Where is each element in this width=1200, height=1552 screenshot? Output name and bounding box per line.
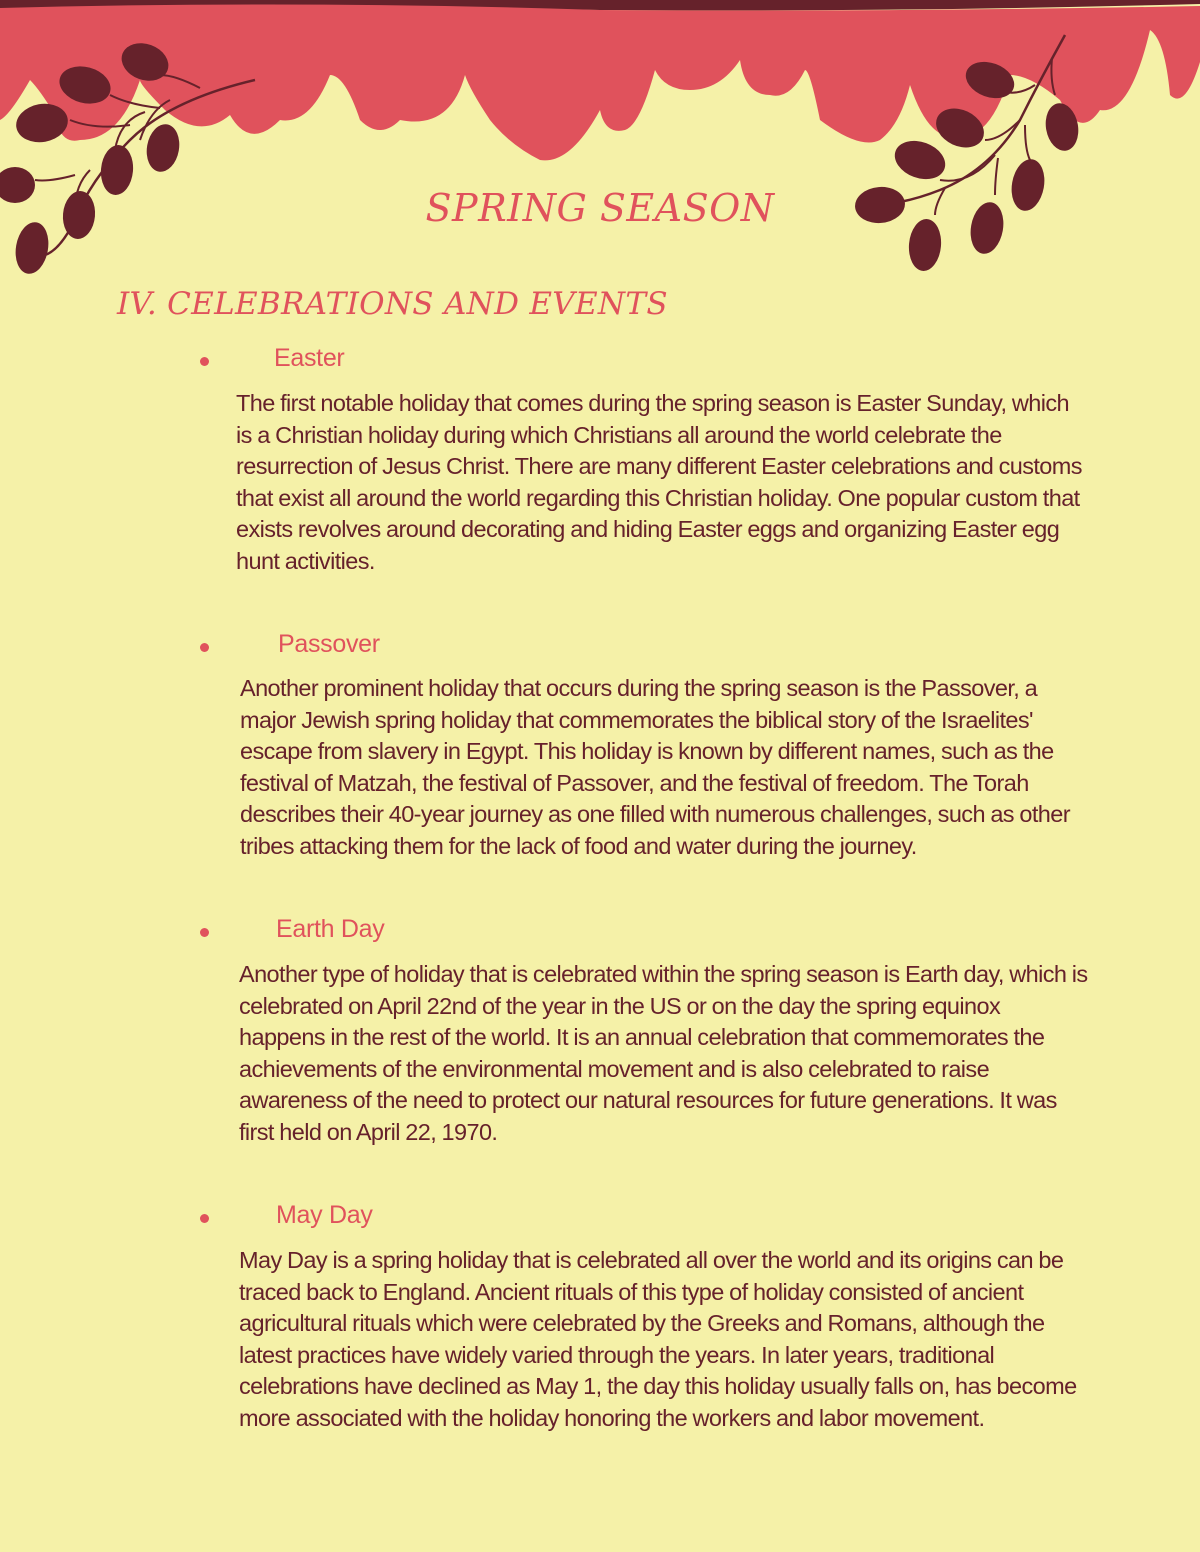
bullet-icon [200,1214,209,1223]
page-title: SPRING SEASON [425,186,775,230]
item-body: The first notable holiday that comes during the spring season is Easter Sunday, which is a Christian holiday during which Christians all around the world celebrate the resurrection of Jesus Christ. There are many different Easter celebrations and customs that exist all around the world regarding this Christian holiday. One popular custom that exists revolves around decorating and hiding Easter eggs and organizing Easter egg hunt activities. [236,390,1082,574]
item-title: Passover [278,630,380,658]
item-body: Another type of holiday that is celebrated within the spring season is Earth day, which is celebrated on April 22nd of the year in the US or on the day the spring equinox happens in the rest of the world. It is an annual celebration that commemorates the achievements of the environmental movement and is also celebrated to raise awareness of the need to protect our natural resources for future generations. It was first held on April 22, 1970. [239,961,1088,1145]
bullet-icon [200,357,209,366]
item-body: Another prominent holiday that occurs during the spring season is the Passover, a major Jewish spring holiday that commemorates the biblical story of the Israelites' escape from slavery in Egypt. This holiday is known by different names, such as the festival of Matzah, the festival of Passover, and the festival of freedom. The Torah describes their 40-year journey as one filled with numerous challenges, such as other tribes attacking them for the lack of food and water during the journey. [240,675,1070,859]
item-title: Earth Day [276,915,385,943]
scalloped-banner [0,4,1200,160]
header-decoration [0,0,1200,300]
bullet-icon [200,643,209,652]
bullet-icon [200,928,209,937]
item-title: Easter [274,344,345,372]
section-heading: IV. CELEBRATIONS AND EVENTS [117,286,668,322]
item-body: May Day is a spring holiday that is celebrated all over the world and its origins can be traced back to England. Ancient rituals of this type of holiday consisted of ancient agricultural rituals which were celebrated by the Greeks and Romans, although the latest practices have widely varied through the years. In later years, traditional celebrations have declined as May 1, the day this holiday usually falls on, has become more associated with the holiday honoring the workers and labor movement. [239,1247,1077,1431]
item-title: May Day [276,1201,373,1229]
